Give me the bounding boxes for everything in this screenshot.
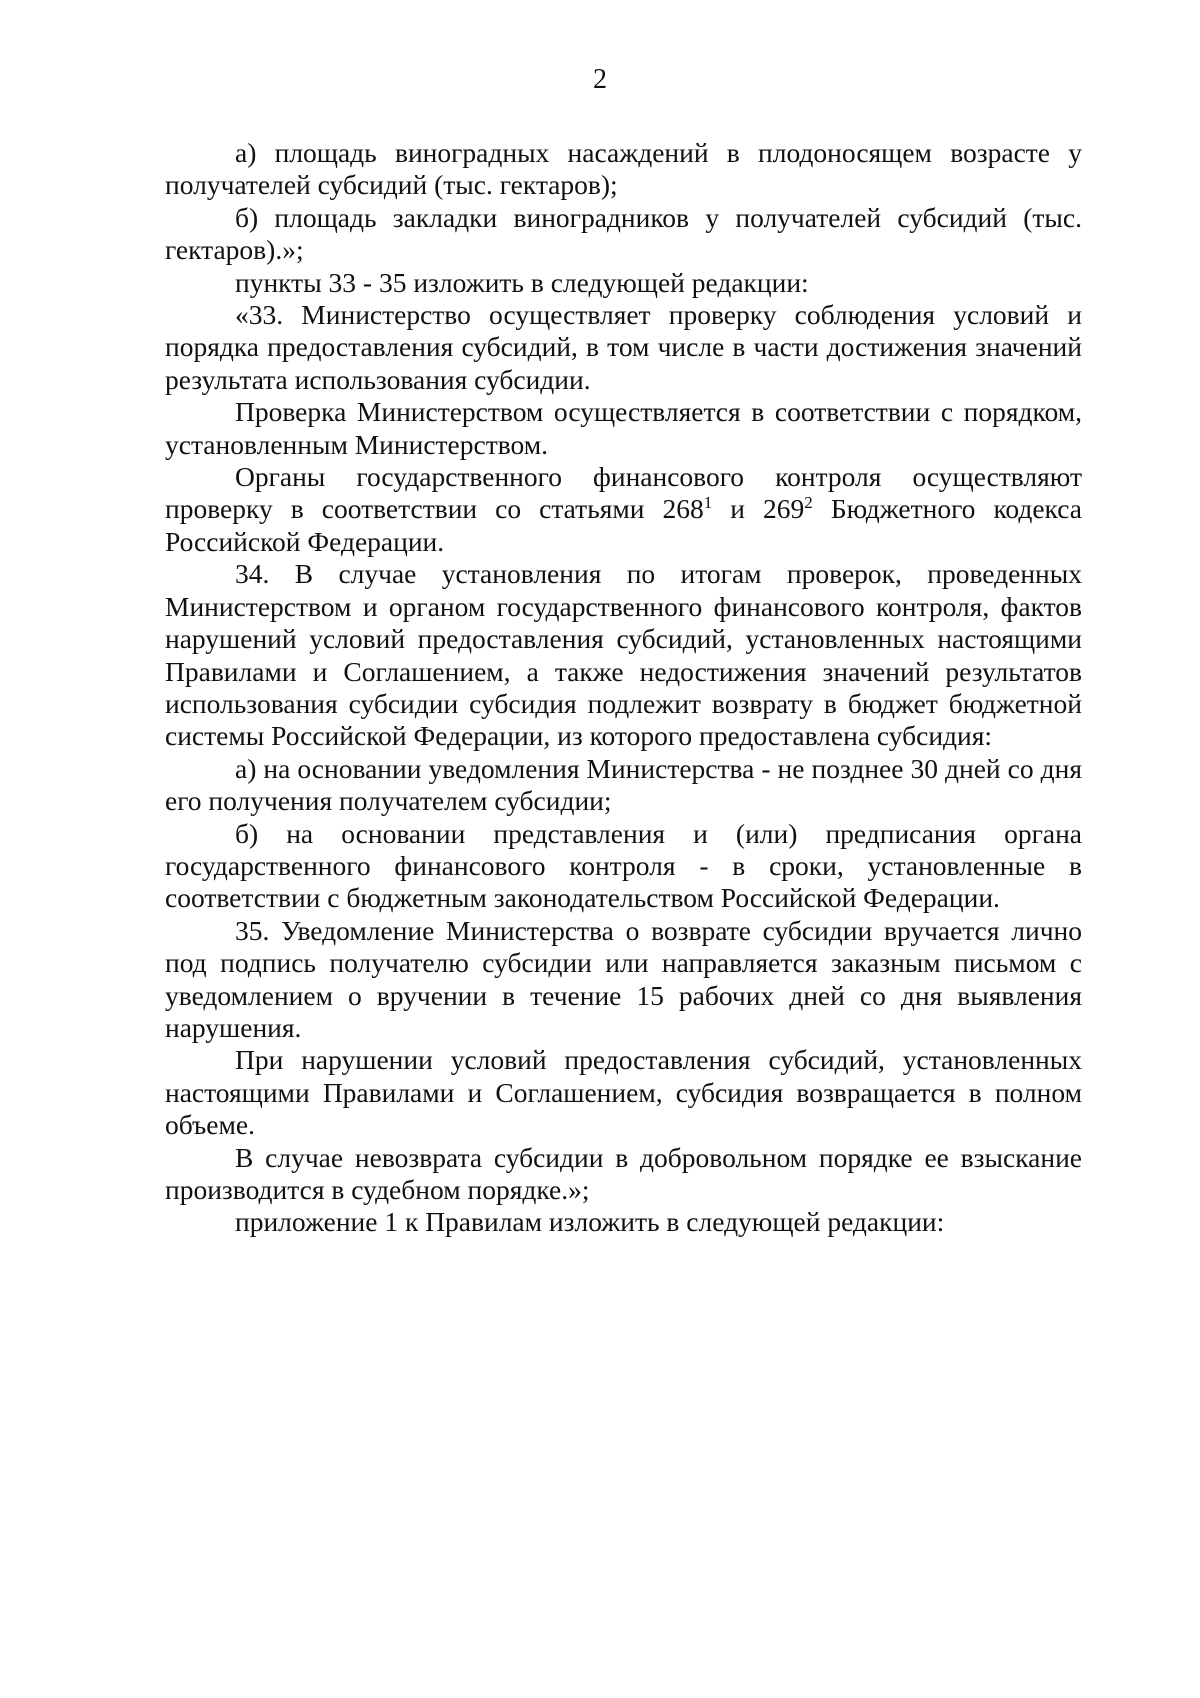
paragraph-34-a: а) на основании уведомления Министерства - не позднее 30 дней со дня его получения получателем субсидии; xyxy=(165,752,1082,817)
paragraph-points-intro: пункты 33 - 35 изложить в следующей редакции: xyxy=(235,266,809,298)
article-269-superscript: 2 xyxy=(804,493,813,513)
paragraph-33-check: Проверка Министерством осуществляется в соответствии с порядком, установленным Министерством. xyxy=(165,396,1082,460)
paragraph-33-organs-end: Бюджетного кодекса Российской Федерации. xyxy=(165,493,1082,557)
paragraph-33-organs-middle: и 269 xyxy=(712,493,805,525)
paragraph-35: 35. Уведомление Министерства о возврате субсидии вручается лично под подпись получателю субсидии или направляется заказным письмом с уведомлением о вручении в течение 15 рабочих дней со дня выявления нарушения. xyxy=(165,914,1082,1043)
paragraph-33: «33. Министерство осуществляет проверку соблюдения условий и порядка предоставления субсидий, в том числе в части достижения значений результата использования субсидии. xyxy=(165,299,1082,395)
article-268-superscript: 1 xyxy=(703,493,713,513)
paragraph-33-organs-text: Органы государственного финансового контроля осуществляют проверку в соответствии со статьями 268 xyxy=(165,461,1082,525)
paragraph-33-organs xyxy=(165,461,1082,558)
paragraph-35-violation: При нарушении условий предоставления субсидий, установленных настоящими Правилами и Соглашением, субсидия возвращается в полном объеме. xyxy=(165,1044,1082,1141)
page-number: 2 xyxy=(593,64,607,95)
paragraph-appendix: приложение 1 к Правилам изложить в следующей редакции: xyxy=(235,1206,945,1238)
paragraph-a-area: а) площадь виноградных насаждений в плодоносящем возрасте у получателей субсидий (тыс. гектаров); xyxy=(165,137,1082,201)
document-body xyxy=(165,137,1082,1239)
paragraph-34-b: б) на основании представления и (или) предписания органа государственного финансового контроля - в сроки, установленные в соответствии с бюджетным законодательством Российской Федерации. xyxy=(165,817,1082,914)
paragraph-b-planting: б) площадь закладки виноградников у получателей субсидий (тыс. гектаров).»; xyxy=(165,201,1082,266)
paragraph-35-court: В случае невозврата субсидии в добровольном порядке ее взыскание производится в судебном порядке.»; xyxy=(165,1141,1082,1205)
paragraph-34: 34. В случае установления по итогам проверок, проведенных Министерством и органом государственного финансового контроля, фактов нарушений условий предоставления субсидий, установленных настоящими Правилами и Соглашением, а также недостижения значений результатов использования субсидии субсидия подлежит возврату в бюджет бюджетной системы Российской Федерации, из которого предоставлена субсидия: xyxy=(165,558,1082,752)
